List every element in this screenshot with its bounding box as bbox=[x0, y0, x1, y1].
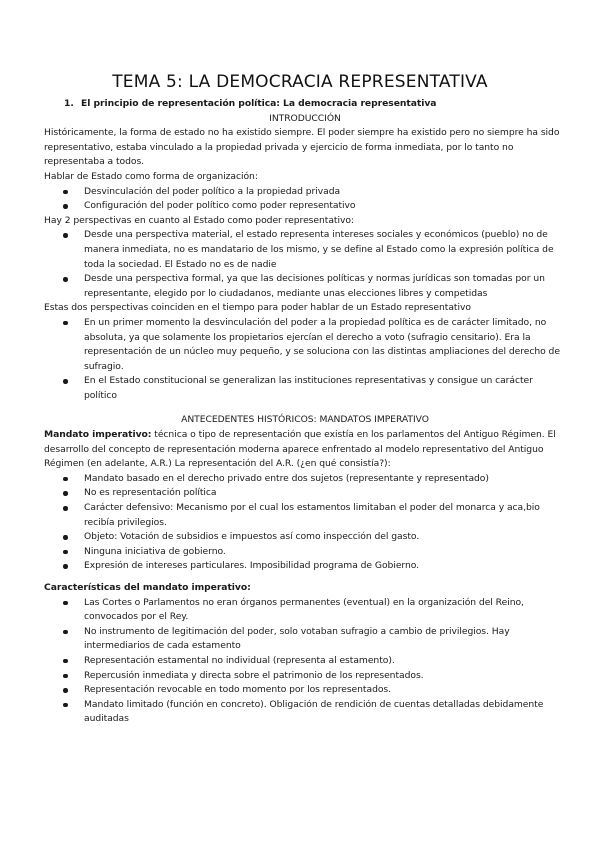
list-item: Configuración del poder político como poder representativo bbox=[44, 199, 566, 214]
list-item: Desde una perspectiva material, el estado representa intereses sociales y económicos (pueblo) no de manera inmediata, no es mandatario de los mismo, y se define al Estado como la expresión política de toda la sociedad. El Estado no es de nadie bbox=[44, 228, 566, 272]
list-item: Desvinculación del poder político a la propiedad privada bbox=[44, 185, 566, 200]
list-item: No es representación política bbox=[44, 486, 566, 501]
list-item: Mandato basado en el derecho privado entre dos sujetos (representante y representado) bbox=[44, 472, 566, 487]
bullet-list bbox=[44, 228, 566, 301]
list-item: Repercusión inmediata y directa sobre el patrimonio de los representados. bbox=[44, 669, 566, 684]
list-item: Carácter defensivo: Mecanismo por el cual los estamentos limitaban el poder del monarca y aca,bio recibía privilegios. bbox=[44, 501, 566, 530]
section-heading: ANTECEDENTES HISTÓRICOS: MANDATOS IMPERATIVO bbox=[181, 414, 429, 426]
lead-paragraph: Hay 2 perspectivas en cuanto al Estado como poder representativo: bbox=[44, 214, 354, 226]
section-heading-text: El principio de representación política: La democracia representativa bbox=[81, 98, 437, 109]
subsection-heading: INTRODUCCIÓN bbox=[269, 112, 341, 124]
list-item: Expresión de intereses particulares. Imposibilidad programa de Gobierno. bbox=[44, 559, 566, 574]
section-heading bbox=[64, 97, 566, 112]
list-item: Objeto: Votación de subsidios e impuestos así como inspección del gasto. bbox=[44, 530, 566, 545]
definition-paragraph bbox=[44, 428, 566, 472]
list-item: Representación estamental no individual (representa al estamento). bbox=[44, 654, 566, 669]
bullet-list bbox=[44, 596, 566, 727]
list-item: No instrumento de legitimación del poder, solo votaban sufragio a cambio de privilegios. Hay intermediarios de cada estamento bbox=[44, 625, 566, 654]
list-item: Mandato limitado (función en concreto). Obligación de rendición de cuentas detalladas debidamente auditadas bbox=[44, 698, 566, 727]
list-item: En el Estado constitucional se generalizan las instituciones representativas y consigue un carácter político bbox=[44, 374, 566, 403]
subsection-heading bbox=[44, 581, 566, 596]
document-body bbox=[44, 97, 566, 727]
bullet-list bbox=[44, 185, 566, 214]
list-item: Representación revocable en todo momento por los representados. bbox=[44, 683, 566, 698]
list-item: Ninguna iniciativa de gobierno. bbox=[44, 545, 566, 560]
list-item: Desde una perspectiva formal, ya que las decisiones políticas y normas jurídicas son tomadas por un representante, elegido por lo ciudadanos, mediante unas elecciones libres y competidas bbox=[44, 272, 566, 301]
bullet-list bbox=[44, 316, 566, 404]
subsection-heading-text: Características del mandato imperativo: bbox=[44, 582, 251, 593]
list-item: En un primer momento la desvinculación del poder a la propiedad política es de carácter limitado, no absoluta, ya que solamente los propietarios ejercían el derecho a voto (sufragio censitario). Era la representación de un núcleo muy pequeño, y se soluciona con las distintas ampliaciones del derecho de sufragio. bbox=[44, 316, 566, 374]
lead-paragraph: Hablar de Estado como forma de organización: bbox=[44, 170, 258, 182]
lead-paragraph: Estas dos perspectivas coinciden en el tiempo para poder hablar de un Estado representativo bbox=[44, 302, 471, 314]
definition-text: técnica o tipo de representación que existía en los parlamentos del Antiguo Régimen. El desarrollo del concepto de representación moderna aparece enfrentado al modelo representativo del Antiguo Régimen (en adelante, A.R.) La representación del A.R. (¿en qué consistía?): bbox=[44, 429, 556, 470]
section-number: 1. bbox=[64, 98, 74, 109]
page-title: TEMA 5: LA DEMOCRACIA REPRESENTATIVA bbox=[112, 72, 488, 92]
bullet-list bbox=[44, 472, 566, 574]
definition-term: Mandato imperativo: bbox=[44, 429, 152, 441]
list-item: Las Cortes o Parlamentos no eran órganos permanentes (eventual) en la organización del Reino, convocados por el Rey. bbox=[44, 596, 566, 625]
intro-paragraph: Históricamente, la forma de estado no ha existido siempre. El poder siempre ha existido pero no siempre ha sido representativo, estaba vinculado a la propiedad privada y ejercicio de forma inmediata, por lo tanto no representaba a todos. bbox=[44, 127, 560, 168]
